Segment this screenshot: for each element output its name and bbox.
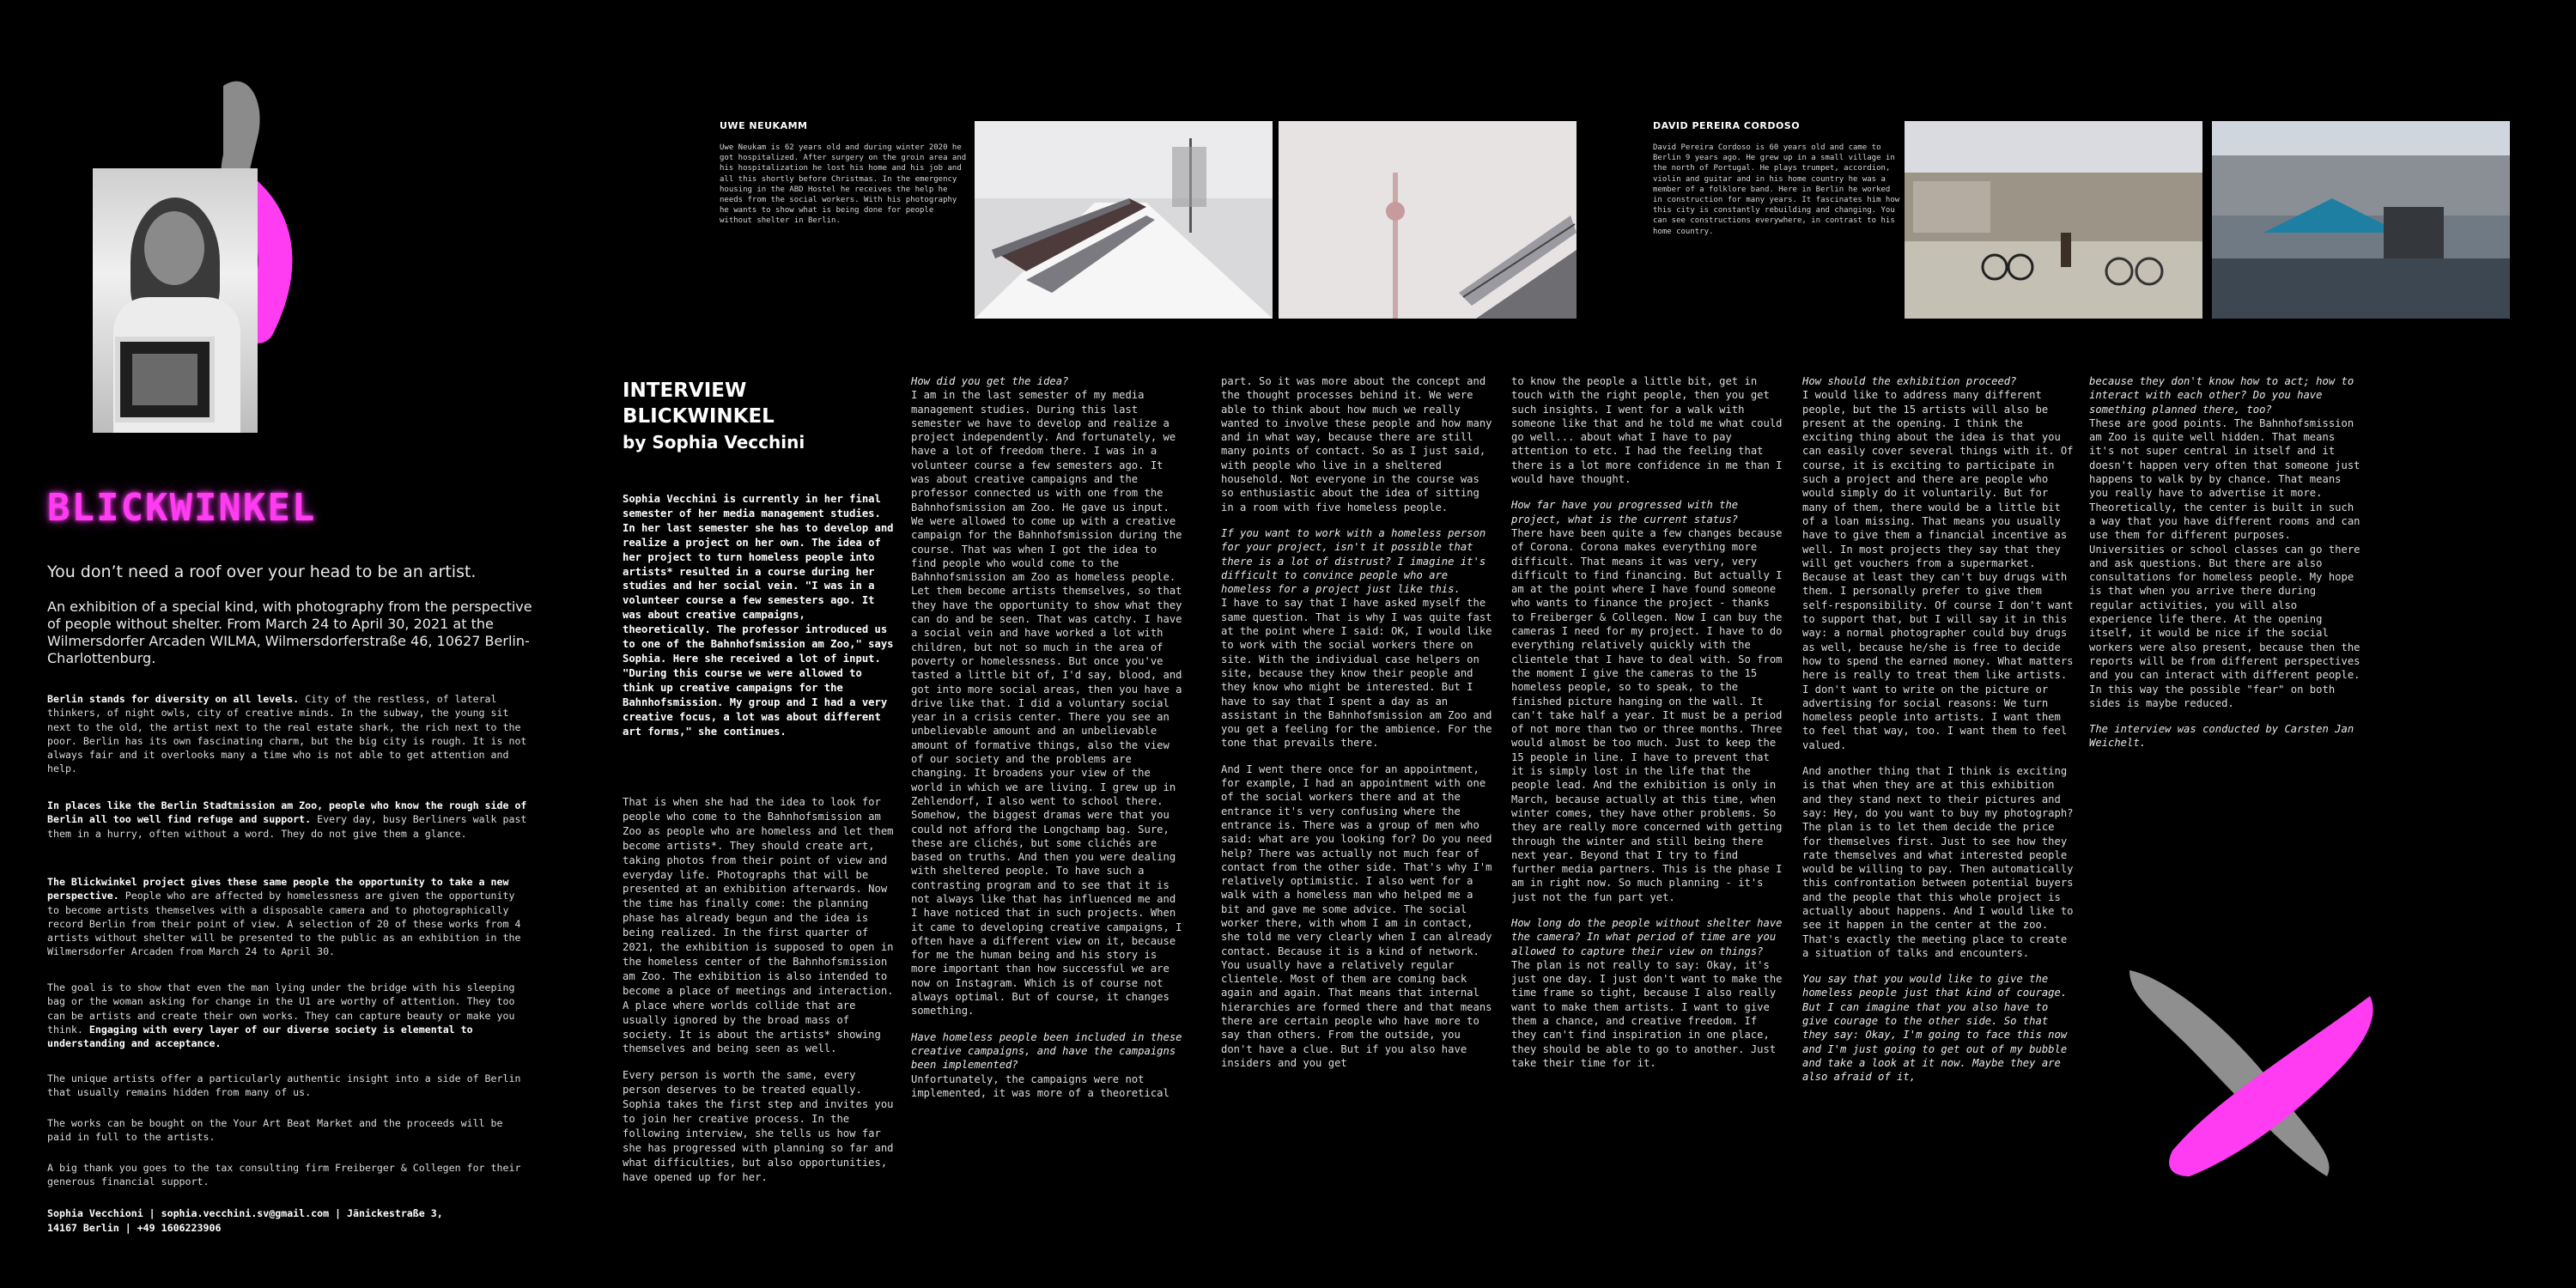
interview-title: INTERVIEW BLICKWINKEL by Sophia Vecchini [623, 380, 805, 453]
photo-camp-by-water [2212, 121, 2510, 319]
interview-column-2: How did you get the idea? I am in the last semester of my media management studies. During this last semester we have to develop and realize a project independently. And fortunately, we have a lot of freedom there. I was in a volunteer course a few semesters ago. It was about creative campaigns and the professor connected us with one from the Bahnhofsmission am Zoo. He gave us input. We were allowed to come up with a creative campaign for the Bahnhofsmission during the course. That was when I got the idea to find people who would come to the Bahnhofsmission am Zoo as homeless people. Let them become artists themselves, so that they have the opportunity to show what they can do and be seen. That was catchy. I have a social vein and have worked a lot with children, but not so much in the area of poverty or homelessness. But once you've tasted a little bit of, I'd say, blood, and got into more social areas, then you have a drive like that. I did a voluntary social year in a crisis center. There you see an unbelievable amount and an unbelievable amount of formative things, also the view of our society and the problems are changing. It broadens your view of the world in which we are living. I grew up in Zehlendorf, I also went to school there. Somehow, the biggest dramas were that you could not afford the Longchamp bag. Sure, these are clichés, but some clichés are based on truths. And then you were dealing with sheltered people. To have such a contrasting program and to see that it is not always like that has influenced me and I have noticed that in such projects. When it came to developing creative campaigns, I often have a different view on it, because for me the human being and his story is more important than how successful we are now on Instagram. Which is of course not always optimal. But of course, it changes something. Have homeless people been included in these creative campaigns, and have the campaigns been implemented? Unfortunately, the campaigns were not implemented, it was more of a theoretical [911, 375, 1182, 1099]
interview-column-3: part. So it was more about the concept and the thought processes behind it. We were able to think about how much we really wanted to involve these people and how many and in what way, because there are still many points of contact. So as I just said, with people who live in a sheltered household. Not everyone in the course was so enthusiastic about the idea of sitting in a room with five homeless people. If you want to work with a homeless person for your project, isn't it possible that there is a lot of distrust? I imagine it's difficult to convince people who are homeless for a project just like this. I have to say that I have asked myself the same question. That is why I was quite fast at the point where I said: OK, I would like to work with the social workers there on site. With the individual case helpers on site, because they know their people and they know who might be interested. But I have to say that I spent a day as an assistant in the Bahnhofsmission am Zoo and you get a feeling for the ambience. For the tone that prevails there. And I went there once for an appointment, for example, I had an appointment with one of the social workers there and at the entrance it's very confusing where the entrance is. There was a group of men who said: what are you looking for? Do you need help? There was actually not much fear of contact from the other side. That's why I'm relatively optimistic. I also went for a walk with a homeless man who helped me a bit and gave me some advice. The social worker there, with whom I am in contact, she told me very clearly when I can already contact. Because it is a kind of network. You usually have a relatively regular clientele. Most of them are coming back again and again. That means that internal hierarchies are formed there and that means there are certain people who have more to say than others. From the outside, you don't have a clue. But if you also have insiders and you get [1221, 375, 1492, 1069]
interview-intro-body: That is when she had the idea to look for people who come to the Bahnhofsmission am Zoo as people who are homeless and let them become artists*. They should create art, taking photos from their point of view and everyday life. Photographs that will be presented at an exhibition afterwards. Now the time has finally come: the planning phase has already begun and the idea is being realized. In the first quarter of 2021, the exhibition is supposed to open in the homeless center of the Bahnhofsmission am Zoo. The exhibition is also intended to become a place of meetings and interaction. A place where worlds collide that are usually ignored by the broad mass of society. It is about the artists* showing themselves and being seen as well. Every person is worth the same, every person deserves to be treated equally. Sophia takes the first step and invites you to join her creative process. In the following interview, she tells us how far she has progressed with planning so far and what difficulties, but also opportunities, have opened up for her. [623, 796, 894, 1183]
exhibition-intro: An exhibition of a special kind, with photography from the perspective of people without shelter. From March 24 to April 30, 2021 at the Wilmersdorfer Arcaden WILMA, Wilmersdorferstraße 46, 10627 Berlin- Charlottenburg. [47, 598, 532, 666]
photo-snowy-train [975, 121, 1273, 319]
interview-column-5: How should the exhibition proceed? I would like to address many different people, but the 15 artists will also be present at the opening. I think the exciting thing about the idea is that you can easily cover several things with it. Of course, it is exciting to participate in such a project and there are people who would simply do it voluntarily. But for many of them, there would be a little bit of a loan missing. That means you usually have to give them a financial incentive as well. In most projects they say that they will get vouchers from a supermarket. Because at least they can't buy drugs with them. I personally prefer to give them self-responsibility. Of course I don't want to support that, but I will say it in this way: a normal photographer could buy drugs as well, because he/she is free to decide how to spend the earned money. What matters here is really to treat them like artists. I don't want to write on the picture or advertising for social reasons: We turn homeless people into artists. I want them to feel that way, too. I want them to feel valued. And another thing that I think is exciting is that when they are at this exhibition and they stand next to their pictures and say: Hey, do you want to buy my photograph? The plan is to let them decide the price for themselves first. Just to see how they rate themselves and what interested people would be willing to pay. Then automatically this confrontation between potential buyers and the people that this whole project is actually about happens. And I would like to see it happen in the center at the zoo. That's exactly the meeting place to create a situation of talks and encounters. You say that you would like to give the homeless people just that kind of courage. But I can imagine that you also have to give courage to the other side. So that they say: Okay, I'm going to face this now and I'm just going to get out of my bubble and take a look at it now. Maybe they are also afraid of it, [1802, 375, 2074, 1084]
left-paragraph-1: Berlin stands for diversity on all levels. City of the restless, of lateral thinkers, of night owls, city of creative minds. In the subway, the young sit next to the old, the artist next to the real estate shark, the rich next to the poor. Berlin has its own fascinating charm, but the big city is rough. It is not always fair and it overlooks many a time who is not able to get attention and help. [47, 693, 527, 775]
left-paragraph-6: The works can be bought on the Your Art Beat Market and the proceeds will be paid in full to the artists. [47, 1117, 503, 1144]
left-paragraph-2: In places like the Berlin Stadtmission am Zoo, people who know the rough side of Berlin all too well find refuge and support. Every day, busy Berliners walk past them in a hurry, often without a word. They do not give them a glance. [47, 799, 527, 840]
artist-name-uwe: UWE NEUKAMM [720, 120, 808, 131]
left-paragraph-3: The Blickwinkel project gives these same people the opportunity to take a new perspective. People who are affected by homelessness are given the opportunity to become artists themselves with a disposable camera and to photographically record Berlin from their point of view. A selection of 20 of these works from 4 artists without shelter will be presented to the public as an exhibition in the Wilmersdorfer Arcaden from March 24 to April 30. [47, 876, 521, 958]
interview-column-4: to know the people a little bit, get in touch with the right people, then you get such insights. I went for a walk with someone like that and he told me what could go well... about what I have to pay attention to etc. I had the feeling that there is a lot more confidence in me than I would have thought. How far have you progressed with the project, what is the current status? There have been quite a few changes because of Corona. Corona makes everything more difficult. That means it was very, very difficult to find financing. But actually I am at the point where I have found someone who wants to finance the project - thanks to Freiberger & Collegen. Now I can buy the cameras I need for my project. I have to do everything relatively quickly with the clientele that I have to deal with. So from the moment I give the cameras to the 15 homeless people, so to speak, to the finished picture hanging on the wall. It can't take half a year. It must be a period of not more than two or three months. Three would almost be too much. Just to keep the 15 people in line. I have to prevent that it is simply lost in the life that the people lead. And the exhibition is only in March, because actually at this time, when winter comes, they have other problems. So they are really more concerned with getting through the winter and still being there next year. Beyond that I try to find further media partners. This is the phase I am in right now. So much planning - it's just not the fun part yet. How long do the people without shelter have the camera? In what period of time are you allowed to capture their view on things? The plan is not really to say: Okay, it's just one day. I just don't want to make the time frame so tight, because I also really want to make them artists. I want to give them a chance, and creative freedom. If they can't find inspiration in one place, they should be able to go to another. Just take their time for it. [1511, 375, 1783, 1069]
left-paragraph-7: A big thank you goes to the tax consulting firm Freiberger & Collegen for their generous financial support. [47, 1162, 521, 1188]
contact-line-1: Sophia Vecchioni | sophia.vecchini.sv@gmail.com | Jänickestraße 3, [47, 1207, 443, 1219]
artist-portrait-photo [93, 168, 258, 433]
photo-street-bicycles [1905, 121, 2202, 319]
interview-column-6: because they don't know how to act; how to interact with each other? Do you have something planned there, too? These are good points. The Bahnhofsmission am Zoo is quite well hidden. That means it's not super central in itself and it doesn't happen very often that someone just happens to walk by by chance. That means you really have to advertise it more. Theoretically, the center is built in such a way that you have different rooms and can use them for different purposes. Universities or school classes can go there and ask questions. But there are also consultations for homeless people. My hope is that when you arrive there during regular activities, you will also experience life there. At the opening itself, it would be nice if the social workers were also present, because then the reports will be from different perspectives and you can interact with different people. In this way the possible "fear" on both sides is maybe reduced. The interview was conducted by Carsten Jan Weichelt. [2089, 375, 2360, 750]
exhibition-title: BLICKWINKEL [47, 486, 317, 530]
contact-line-2: 14167 Berlin | +49 1606223906 [47, 1222, 222, 1234]
left-paragraph-5: The unique artists offer a particularly authentic insight into a side of Berlin that usually remains hidden from many of us. [47, 1072, 521, 1099]
artist-bio-david: David Pereira Cordoso is 60 years old and came to Berlin 9 years ago. He grew up in a small village in the north of Portugal. He plays trumpet, accordion, violin and guitar and in his home country he was a member of a folklore band. Here in Berlin he worked in construction for many years. It fascinates him how this city is constantly rebuilding and changing. You can see constructions everywhere, in contrast to his home country. [1653, 143, 1900, 236]
left-paragraph-4: The goal is to show that even the man lying under the bridge with his sleeping bag or the woman asking for change in the U1 are worthy of attention. They too can be artists and create their own works. They can capture beauty or make you think. Engaging with every layer of our diverse society is elemental to understanding and acceptance. [47, 981, 515, 1050]
interview-lead: Sophia Vecchini is currently in her final semester of her media management studies. In her last semester she has to develop and realize a project on her own. The idea of her project to turn homeless people into artists* resulted in a course during her studies and her social vein. "I was in a volunteer course a few semesters ago. It was about creative campaigns, theoretically. The professor introduced us to one of the Bahnhofsmission am Zoo," says Sophia. Here she received a lot of input. "During this course we were allowed to think up creative campaigns for the Bahnhofsmission. My group and I had a very creative focus, a lot was about different art forms," she continues. [623, 493, 894, 738]
artist-name-david: DAVID PEREIRA CORDOSO [1653, 120, 1801, 131]
tagline: You don’t need a roof over your head to be an artist. [47, 562, 477, 581]
photo-tv-tower [1279, 121, 1577, 319]
artist-bio-uwe: Uwe Neukam is 62 years old and during winter 2020 he got hospitalized. After surgery on the groin area and his hospitalization he lost his home and his job and all this shortly before Christmas. In the emergency housing in the ABD Hostel he receives the help he needs from the social workers. With his photography he wants to show what is being done for people without shelter in Berlin. [720, 143, 967, 226]
brush-stroke-bottom-right [2112, 945, 2387, 1202]
